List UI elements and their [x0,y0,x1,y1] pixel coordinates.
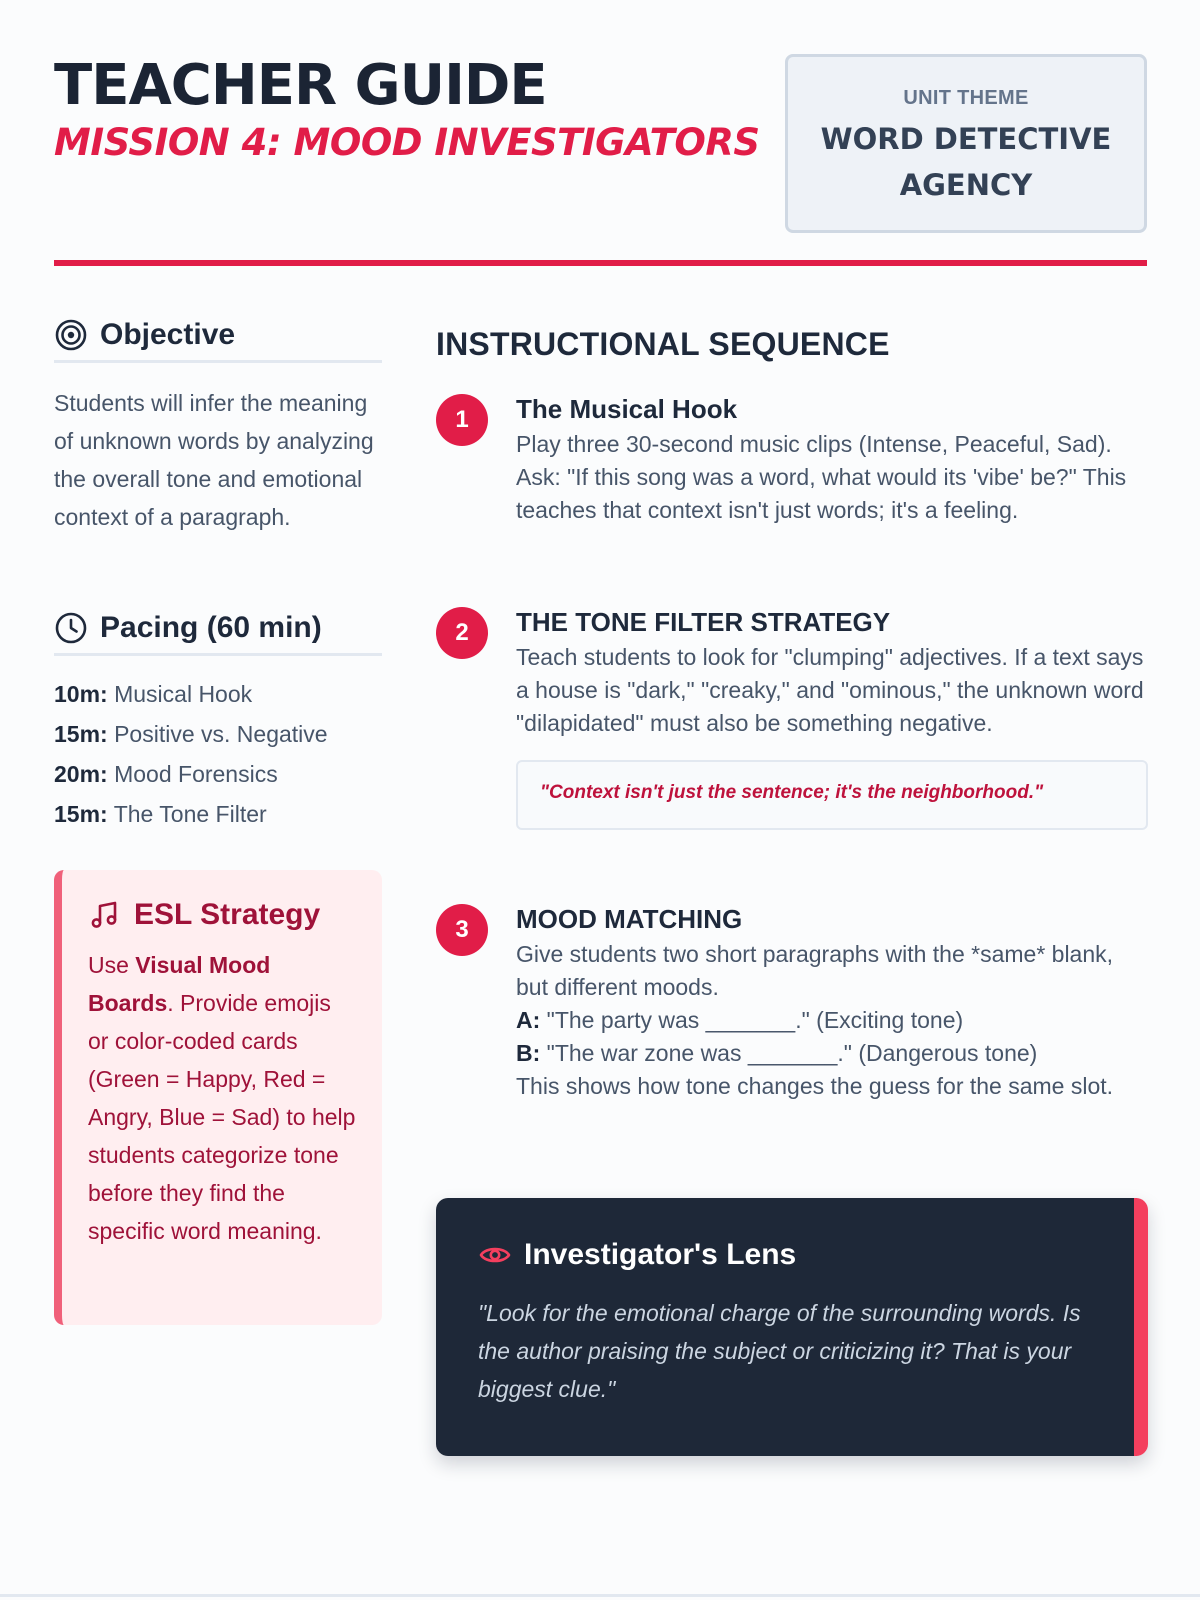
eye-icon [478,1238,512,1272]
page-title: TEACHER GUIDE [54,53,547,118]
header-divider [54,260,1147,266]
footer-divider [0,1594,1200,1597]
unit-theme-label: UNIT THEME [903,87,1029,109]
lens-heading-text: Investigator's Lens [524,1238,797,1271]
step-description: Teach students to look for "clumping" adjectives. If a text says a house is "dark," "creaky," and "ominous," the unknown word "dilapidated" must also be something negative. [516,644,1144,736]
pacing-item: 15m: Positive vs. Negative [54,721,328,747]
objective-heading [54,318,382,363]
lens-text: "Look for the emotional charge of the surrounding words. Is the author praising the subject or criticizing it? That is your biggest clue." [478,1300,1081,1402]
objective-text: Students will infer the meaning of unknown words by analyzing the overall tone and emotional context of a paragraph. [54,390,374,530]
step-description: Play three 30-second music clips (Intense, Peaceful, Sad). Ask: "If this song was a word, what would its 'vibe' be?" This teaches that context isn't just words; it's a feeling. [516,431,1127,523]
unit-theme-value: WORD DETECTIVE AGENCY [820,122,1112,202]
step-quote: "Context isn't just the sentence; it's the neighborhood." [516,760,1148,830]
pacing-item: 20m: Mood Forensics [54,761,278,787]
unit-theme-box [785,54,1147,233]
music-note-icon [88,898,122,932]
pacing-item: 10m: Musical Hook [54,681,253,707]
pacing-list [54,674,382,834]
sequence-heading: INSTRUCTIONAL SEQUENCE [436,326,890,362]
pacing-heading [54,611,382,656]
step-number: 1 [436,394,488,446]
step-title: MOOD MATCHING [516,904,743,934]
mission-subtitle: MISSION 4: MOOD INVESTIGATORS [54,121,760,164]
pacing-heading-text: Pacing (60 min) [100,611,322,644]
esl-strategy-card [54,870,382,1325]
esl-heading [88,898,356,932]
target-icon [54,318,88,352]
step-number: 3 [436,904,488,956]
step-number: 2 [436,607,488,659]
esl-text: Use Visual Mood Boards. Provide emojis or color-coded cards (Green = Happy, Red = Angry, Blue = Sad) to help students categorize tone before they find the specific word meaning. [88,952,356,1244]
clock-icon [54,611,88,645]
step-description: Give students two short paragraphs with the *same* blank, but different moods. A: "The party was _______." (Exciting tone) B: "The war zone was _______." (Dangerous tone) This shows how tone changes the guess for the same slot. [516,941,1114,1099]
objective-heading-text: Objective [100,318,236,351]
lens-heading [478,1238,1094,1272]
step-title: THE TONE FILTER STRATEGY [516,607,891,637]
esl-heading-text: ESL Strategy [134,898,321,931]
step-title: The Musical Hook [516,394,738,424]
investigators-lens-card [436,1198,1148,1456]
pacing-item: 15m: The Tone Filter [54,801,267,827]
